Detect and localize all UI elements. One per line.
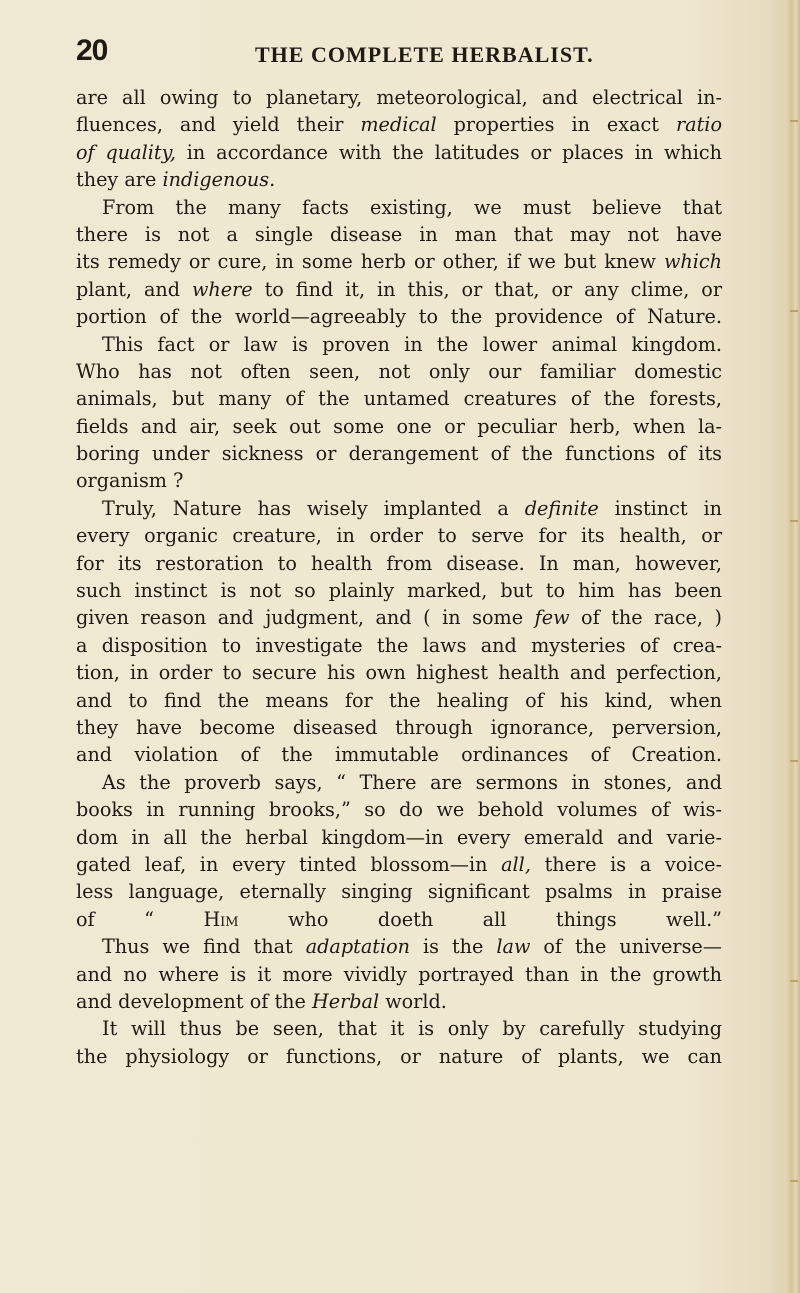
text-run: of the universe— [530, 935, 722, 959]
text-line [76, 522, 722, 549]
text-line [76, 331, 722, 358]
body-text [76, 84, 722, 1070]
text-line [76, 1015, 722, 1042]
edge-mark [790, 120, 798, 122]
text-run: of the race, ) [569, 606, 722, 630]
text-line [76, 111, 722, 138]
text-run: dom in all the herbal kingdom—in every emerald and varie- [76, 825, 722, 849]
text-run: they have become diseased through ignorance, perversion, [76, 715, 722, 739]
text-run: is the [410, 935, 497, 959]
page-number: 20 [76, 34, 108, 67]
text-line [76, 933, 722, 960]
text-run: plant, and [76, 277, 192, 301]
edge-mark [790, 310, 798, 312]
text-line [76, 1043, 722, 1070]
text-line [76, 385, 722, 412]
text-line [76, 687, 722, 714]
text-line [76, 84, 722, 111]
edge-mark [790, 760, 798, 762]
text-run: such instinct is not so plainly marked, but to him has been [76, 579, 722, 603]
text-line [76, 495, 722, 522]
text-run: and no where is it more vividly portrayed than in the growth [76, 962, 722, 986]
text-run: Thus we find that [102, 935, 306, 959]
edge-mark [790, 1180, 798, 1182]
text-line [76, 358, 722, 385]
text-line [76, 550, 722, 577]
text-line [76, 604, 722, 631]
text-run: portion of the world—agreeably to the providence of Nature. [76, 305, 722, 329]
italic-text: of quality, [76, 140, 176, 164]
text-run: a disposition to investigate the laws and mysteries of crea- [76, 633, 722, 657]
italic-text: ratio [675, 113, 722, 137]
text-run: Who has not often seen, not only our familiar domestic [76, 359, 722, 383]
text-run: given reason and judgment, and ( in some [76, 606, 535, 630]
text-run: animals, but many of the untamed creatures of the forests, [76, 387, 722, 411]
text-run: properties in exact [436, 113, 676, 137]
text-run: boring under sickness or derangement of the functions of its [76, 442, 722, 466]
page-edge [786, 0, 800, 1293]
edge-mark [790, 520, 798, 522]
text-run: there is a voice- [530, 852, 722, 876]
text-run: From the many facts existing, we must believe that [102, 195, 722, 219]
page-header [0, 34, 800, 74]
italic-text: adaptation [305, 935, 411, 959]
text-run: This fact or law is proven in the lower animal kingdom. [102, 332, 722, 356]
italic-text: where [191, 277, 253, 301]
text-run: and violation of the immutable ordinances of Creation. [76, 743, 722, 767]
text-line [76, 413, 722, 440]
text-line [76, 769, 722, 796]
text-run: are all owing to planetary, meteorological, and electrical in- [76, 86, 722, 109]
text-line [76, 632, 722, 659]
text-run: its remedy or cure, in some herb or other, if we but knew [76, 250, 664, 274]
text-line [76, 824, 722, 851]
text-run: there is not a single disease in man that may not have [76, 222, 722, 246]
text-line [76, 878, 722, 905]
text-line [76, 303, 722, 330]
text-run: every organic creature, in order to serve for its health, or [76, 524, 722, 548]
text-line [76, 194, 722, 221]
edge-mark [790, 980, 798, 982]
italic-text: medical [360, 113, 437, 137]
running-head: THE COMPLETE HERBALIST. [255, 42, 594, 67]
italic-text: which [663, 250, 722, 274]
text-run: and to find the means for the healing of his kind, when [76, 688, 722, 712]
text-run: books in running brooks,” so do we behold volumes of wis- [76, 798, 722, 822]
text-run: Truly, Nature has wisely implanted a [102, 496, 525, 520]
text-line [76, 988, 722, 1015]
text-run: the physiology or functions, or nature of plants, we can [76, 1044, 722, 1068]
text-run: world. [379, 989, 447, 1013]
italic-text: few [534, 606, 570, 630]
text-run: instinct in [598, 496, 722, 520]
text-line [76, 796, 722, 823]
text-run: who doeth all things well.” [238, 907, 722, 931]
text-line [76, 741, 722, 768]
italic-text: indigenous. [162, 168, 276, 192]
text-run: fields and air, seek out some one or peculiar herb, when la- [76, 414, 722, 438]
text-line [76, 248, 722, 275]
text-line [76, 577, 722, 604]
text-run: organism ? [76, 469, 184, 493]
text-line [76, 851, 722, 878]
italic-text: law [496, 935, 531, 959]
text-run: less language, eternally singing significant psalms in praise [76, 880, 722, 904]
text-run: tion, in order to secure his own highest health and perfection, [76, 661, 722, 685]
text-line [76, 139, 722, 166]
text-run: in accordance with the latitudes or places in which [175, 140, 722, 164]
small-caps-text: Him [203, 907, 239, 931]
text-run: and development of the [76, 989, 312, 1013]
italic-text: Herbal [311, 989, 380, 1013]
text-run: they are [76, 168, 163, 192]
text-line [76, 659, 722, 686]
text-line [76, 467, 722, 494]
text-run: to find it, in this, or that, or any clime, or [252, 277, 722, 301]
text-run: of “ [76, 907, 204, 931]
text-run: It will thus be seen, that it is only by carefully studying [102, 1017, 722, 1041]
text-run: gated leaf, in every tinted blossom—in [76, 852, 502, 876]
text-line [76, 221, 722, 248]
text-line [76, 961, 722, 988]
text-line [76, 166, 722, 193]
text-line [76, 276, 722, 303]
text-line [76, 714, 722, 741]
text-line [76, 440, 722, 467]
text-line [76, 906, 722, 933]
text-run: As the proverb says, “ There are sermons in stones, and [102, 770, 722, 794]
italic-text: all, [501, 852, 531, 876]
text-run: fluences, and yield their [76, 113, 361, 137]
text-run: for its restoration to health from disease. In man, however, [76, 551, 722, 575]
italic-text: definite [524, 496, 599, 520]
